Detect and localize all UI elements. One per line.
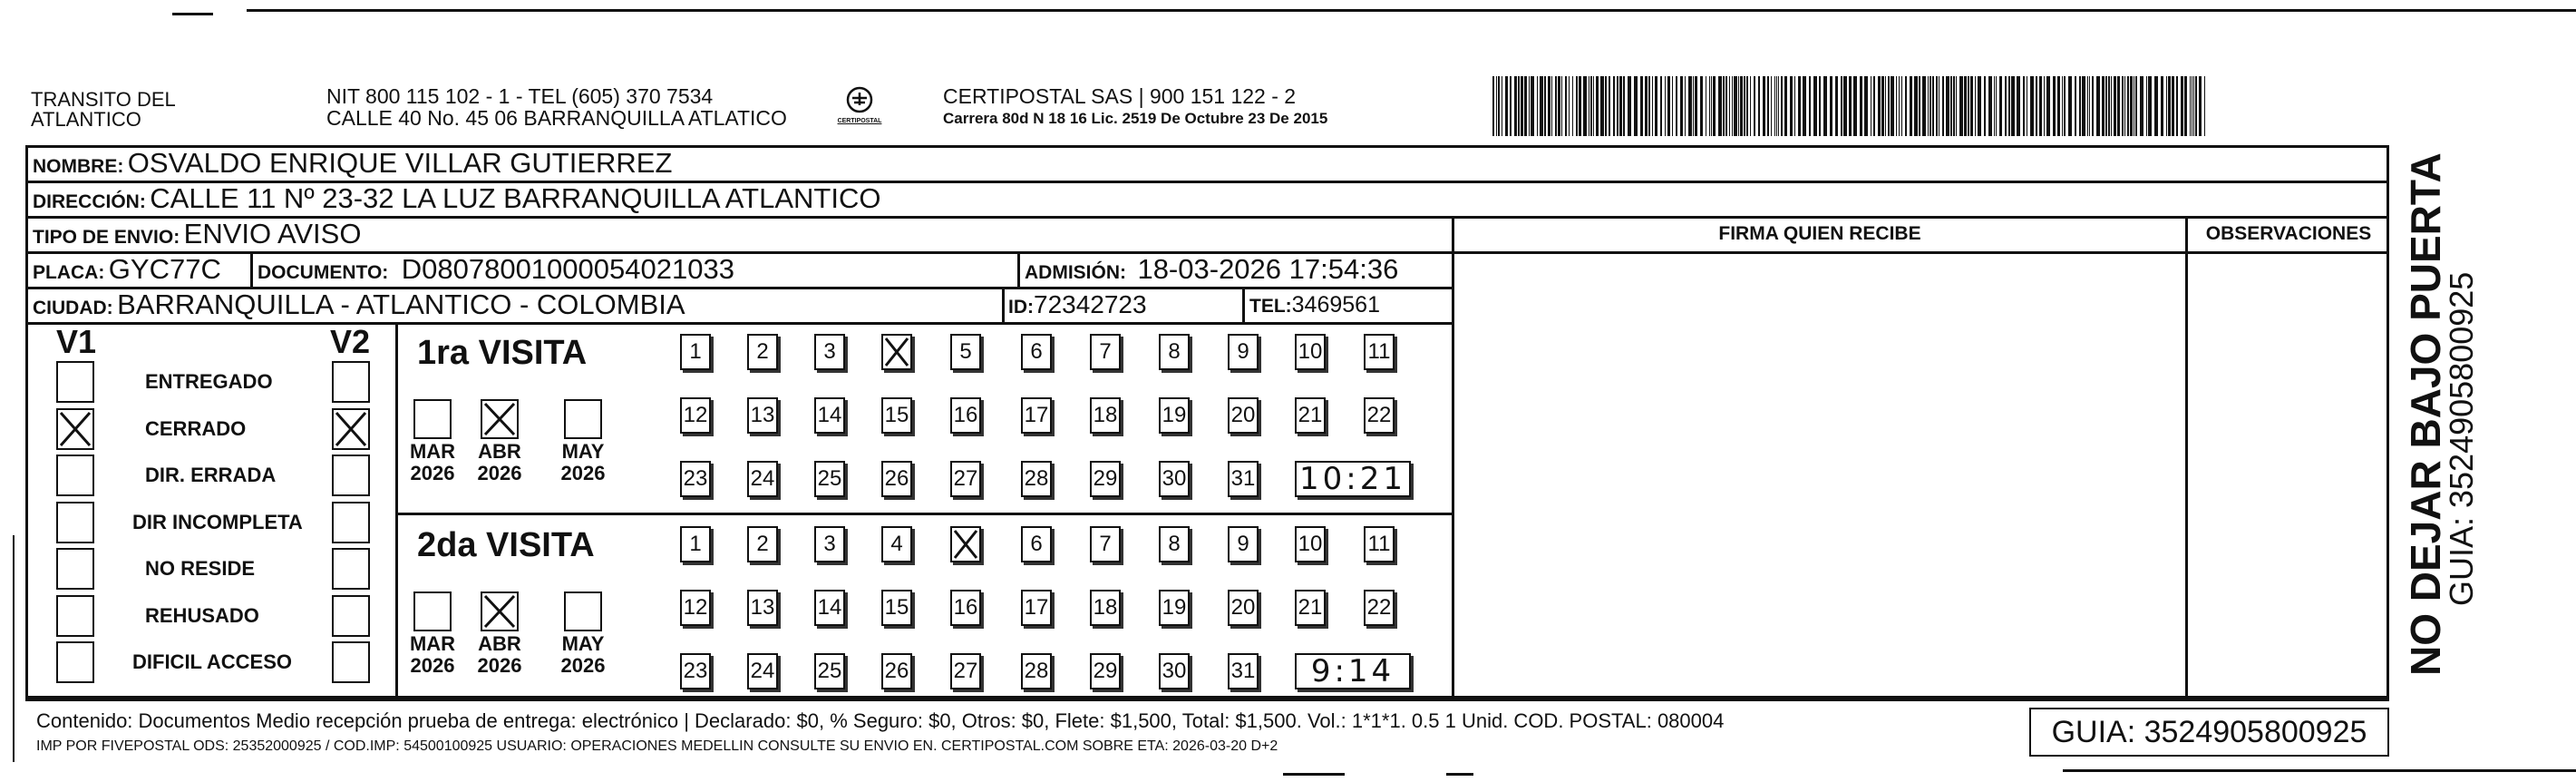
documento-label: DOCUMENTO: bbox=[258, 262, 389, 283]
day-box[interactable]: 30 bbox=[1159, 653, 1190, 689]
col-line-placa bbox=[250, 251, 253, 287]
side-warning: NO DEJAR BAJO PUERTA bbox=[2402, 152, 2449, 676]
col-line-tel bbox=[1242, 287, 1245, 322]
day-box[interactable]: 30 bbox=[1159, 461, 1190, 497]
day-box[interactable]: 3 bbox=[814, 526, 845, 562]
row-line-2 bbox=[25, 216, 2389, 219]
visit-time-box[interactable]: 9:14 bbox=[1295, 653, 1411, 689]
v1-label: V1 bbox=[56, 323, 97, 360]
placa-value: GYC77C bbox=[108, 253, 221, 285]
day-box[interactable]: 25 bbox=[814, 653, 845, 689]
month-checkbox-abr[interactable] bbox=[481, 399, 519, 439]
status-option-label: NO RESIDE bbox=[145, 557, 256, 580]
day-box[interactable]: 29 bbox=[1090, 461, 1121, 497]
day-box[interactable]: 13 bbox=[747, 397, 778, 434]
day-box[interactable]: 14 bbox=[814, 590, 845, 626]
status-option-label: DIR INCOMPLETA bbox=[132, 511, 303, 533]
month-checkbox-mar[interactable] bbox=[413, 399, 452, 439]
firma-header: FIRMA QUIEN RECIBE bbox=[1718, 223, 1921, 244]
day-box[interactable]: 4 bbox=[881, 526, 912, 562]
v1-checkbox[interactable] bbox=[56, 595, 94, 637]
direccion-row bbox=[33, 182, 880, 215]
row-line-5 bbox=[25, 322, 1453, 325]
month-label bbox=[557, 441, 609, 484]
status-option-label: ENTREGADO bbox=[145, 370, 273, 393]
day-box[interactable] bbox=[881, 334, 912, 370]
day-box[interactable]: 8 bbox=[1159, 334, 1190, 370]
scan-mark-bottom-1 bbox=[1283, 773, 1345, 776]
col-line-firma bbox=[1452, 216, 1454, 699]
scan-edge-bottom bbox=[2063, 769, 2576, 772]
day-box[interactable]: 7 bbox=[1090, 334, 1121, 370]
x-mark-icon bbox=[482, 593, 517, 630]
day-box[interactable]: 28 bbox=[1021, 461, 1052, 497]
v2-checkbox[interactable] bbox=[332, 408, 370, 450]
footer-imp: IMP POR FIVEPOSTAL ODS: 25352000925 / COD.IMP: 54500100925 USUARIO: OPERACIONES MEDELLIN CONSULTE SU ENVIO EN. CERTIPOSTAL.COM SOBRE ETA: 2026-03-20 D+2 bbox=[36, 738, 1278, 754]
day-box[interactable]: 9 bbox=[1228, 526, 1259, 562]
v1-checkbox[interactable] bbox=[56, 408, 94, 450]
documento-value: D08078001000054021033 bbox=[401, 253, 734, 285]
v2-checkbox[interactable] bbox=[332, 455, 370, 496]
month-checkbox-abr[interactable] bbox=[481, 591, 519, 631]
month-checkbox-may[interactable] bbox=[564, 591, 602, 631]
day-box[interactable]: 29 bbox=[1090, 653, 1121, 689]
day-box[interactable]: 11 bbox=[1364, 334, 1395, 370]
v1-checkbox[interactable] bbox=[56, 548, 94, 590]
month-name: MAR bbox=[409, 632, 456, 655]
day-box[interactable]: 6 bbox=[1021, 526, 1052, 562]
status-option-label: CERRADO bbox=[145, 417, 247, 440]
day-box[interactable]: 27 bbox=[950, 461, 981, 497]
visit-title: 2da VISITA bbox=[417, 526, 595, 564]
day-box[interactable]: 21 bbox=[1295, 590, 1326, 626]
day-box[interactable]: 16 bbox=[950, 397, 981, 434]
day-box[interactable]: 6 bbox=[1021, 334, 1052, 370]
day-box[interactable]: 23 bbox=[680, 653, 711, 689]
v2-checkbox[interactable] bbox=[332, 548, 370, 590]
day-box[interactable]: 2 bbox=[747, 334, 778, 370]
status-option-label: DIFICIL ACCESO bbox=[132, 650, 293, 673]
day-box[interactable]: 18 bbox=[1090, 590, 1121, 626]
day-box[interactable]: 15 bbox=[881, 397, 912, 434]
admision-label: ADMISIÓN: bbox=[1025, 262, 1126, 283]
month-year: 2026 bbox=[410, 462, 455, 484]
x-mark-icon bbox=[883, 336, 910, 368]
observaciones-header: OBSERVACIONES bbox=[2205, 223, 2372, 244]
id-cell bbox=[1008, 290, 1147, 319]
side-guia: GUIA: 3524905800925 bbox=[2443, 271, 2480, 606]
month-label bbox=[473, 633, 526, 677]
day-box[interactable]: 24 bbox=[747, 461, 778, 497]
tipo-row bbox=[33, 218, 361, 250]
day-box[interactable]: 19 bbox=[1159, 397, 1190, 434]
v1-checkbox[interactable] bbox=[56, 641, 94, 683]
col-line-obs bbox=[2185, 216, 2188, 699]
month-year: 2026 bbox=[560, 462, 606, 484]
courier-line2: Carrera 80d N 18 16 Lic. 2519 De Octubre 23 De 2015 bbox=[943, 110, 1328, 127]
day-box[interactable]: 20 bbox=[1228, 397, 1259, 434]
col-line-admision bbox=[1017, 251, 1020, 287]
footer-contenido: Contenido: Documentos Medio recepción prueba de entrega: electrónico | Declarado: $0, % Seguro: $0, Otros: $0, Flete: $1,500, Total: $1,500. Vol.: 1*1*1. 0.5 1 Unid. COD. POSTAL: 080004 bbox=[36, 709, 1725, 732]
placa-label: PLACA: bbox=[33, 262, 105, 283]
day-box[interactable]: 5 bbox=[950, 334, 981, 370]
x-mark-icon bbox=[334, 410, 368, 448]
v2-checkbox[interactable] bbox=[332, 361, 370, 403]
tel-value: 3469561 bbox=[1291, 292, 1380, 318]
day-box[interactable]: 10 bbox=[1295, 526, 1326, 562]
v1-checkbox[interactable] bbox=[56, 361, 94, 403]
day-box[interactable]: 10 bbox=[1295, 334, 1326, 370]
admision-value: 18-03-2026 17:54:36 bbox=[1137, 253, 1399, 285]
v1-checkbox[interactable] bbox=[56, 455, 94, 496]
month-label bbox=[557, 633, 609, 677]
visit-title: 1ra VISITA bbox=[417, 334, 588, 372]
scan-edge-top bbox=[247, 9, 2576, 12]
tel-label: TEL: bbox=[1249, 296, 1292, 317]
tel-cell bbox=[1249, 292, 1380, 318]
day-box[interactable]: 22 bbox=[1364, 397, 1395, 434]
nit-line2: CALLE 40 No. 45 06 BARRANQUILLA ATLATICO bbox=[326, 106, 787, 130]
day-box[interactable]: 3 bbox=[814, 334, 845, 370]
month-checkbox-may[interactable] bbox=[564, 399, 602, 439]
day-box[interactable]: 11 bbox=[1364, 526, 1395, 562]
x-mark-icon bbox=[58, 410, 92, 448]
day-box[interactable]: 25 bbox=[814, 461, 845, 497]
day-box[interactable]: 27 bbox=[950, 653, 981, 689]
month-name: ABR bbox=[478, 632, 521, 655]
day-box[interactable] bbox=[950, 526, 981, 562]
day-box[interactable]: 18 bbox=[1090, 397, 1121, 434]
admision-cell bbox=[1025, 253, 1398, 286]
month-label bbox=[473, 441, 526, 484]
day-box[interactable]: 20 bbox=[1228, 590, 1259, 626]
day-box[interactable]: 16 bbox=[950, 590, 981, 626]
day-box[interactable]: 12 bbox=[680, 397, 711, 434]
day-box[interactable]: 26 bbox=[881, 653, 912, 689]
v2-checkbox[interactable] bbox=[332, 502, 370, 543]
day-box[interactable]: 17 bbox=[1021, 397, 1052, 434]
v2-label: V2 bbox=[330, 323, 371, 360]
day-box[interactable]: 19 bbox=[1159, 590, 1190, 626]
month-year: 2026 bbox=[477, 654, 522, 677]
logo-text: CERTIPOSTAL bbox=[837, 118, 882, 124]
nit-line1: NIT 800 115 102 - 1 - TEL (605) 370 7534 bbox=[326, 84, 714, 108]
month-year: 2026 bbox=[477, 462, 522, 484]
day-box[interactable]: 9 bbox=[1228, 334, 1259, 370]
nombre-row bbox=[33, 147, 672, 180]
nombre-value: OSVALDO ENRIQUE VILLAR GUTIERREZ bbox=[127, 147, 673, 179]
v1-checkbox[interactable] bbox=[56, 502, 94, 543]
ciudad-label: CIUDAD: bbox=[33, 298, 113, 318]
day-box[interactable]: 2 bbox=[747, 526, 778, 562]
month-name: MAY bbox=[561, 440, 605, 463]
month-checkbox-mar[interactable] bbox=[413, 591, 452, 631]
direccion-label: DIRECCIÓN: bbox=[33, 191, 146, 212]
day-box[interactable]: 26 bbox=[881, 461, 912, 497]
status-option-label: REHUSADO bbox=[145, 604, 259, 627]
day-box[interactable]: 31 bbox=[1228, 653, 1259, 689]
direccion-value: CALLE 11 Nº 23-32 LA LUZ BARRANQUILLA ATLANTICO bbox=[150, 182, 881, 214]
day-box[interactable]: 14 bbox=[814, 397, 845, 434]
month-name: MAY bbox=[561, 632, 605, 655]
v2-checkbox[interactable] bbox=[332, 595, 370, 637]
day-box[interactable]: 31 bbox=[1228, 461, 1259, 497]
scan-edge-left bbox=[13, 535, 15, 762]
day-box[interactable]: 28 bbox=[1021, 653, 1052, 689]
courier-line1: CERTIPOSTAL SAS | 900 151 122 - 2 bbox=[943, 84, 1297, 108]
col-line-visits bbox=[395, 322, 398, 699]
month-label bbox=[406, 633, 459, 677]
day-box[interactable]: 23 bbox=[680, 461, 711, 497]
month-name: ABR bbox=[478, 440, 521, 463]
row-line-visit-divider bbox=[395, 513, 1453, 515]
day-box[interactable]: 1 bbox=[680, 334, 711, 370]
status-option-label: DIR. ERRADA bbox=[145, 464, 277, 486]
nombre-label: NOMBRE: bbox=[33, 156, 124, 177]
ciudad-value: BARRANQUILLA - ATLANTICO - COLOMBIA bbox=[117, 288, 685, 320]
month-name: MAR bbox=[409, 440, 456, 463]
day-box[interactable]: 17 bbox=[1021, 590, 1052, 626]
month-label bbox=[406, 441, 459, 484]
ciudad-cell bbox=[33, 288, 685, 321]
x-mark-icon bbox=[482, 401, 517, 437]
day-box[interactable]: 7 bbox=[1090, 526, 1121, 562]
id-value: 72342723 bbox=[1034, 290, 1147, 318]
barcode bbox=[1492, 76, 2209, 136]
x-mark-icon bbox=[952, 528, 979, 561]
scan-mark-top bbox=[172, 13, 213, 15]
day-box[interactable]: 12 bbox=[680, 590, 711, 626]
documento-cell bbox=[258, 253, 734, 286]
id-label: ID: bbox=[1008, 297, 1034, 318]
day-box[interactable]: 22 bbox=[1364, 590, 1395, 626]
day-box[interactable]: 1 bbox=[680, 526, 711, 562]
org-name-line1: TRANSITO DEL bbox=[31, 88, 176, 111]
scan-mark-bottom-2 bbox=[1446, 773, 1473, 776]
day-box[interactable]: 24 bbox=[747, 653, 778, 689]
day-box[interactable]: 15 bbox=[881, 590, 912, 626]
month-year: 2026 bbox=[410, 654, 455, 677]
tipo-value: ENVIO AVISO bbox=[183, 218, 362, 249]
row-line-footer bbox=[25, 699, 2389, 701]
day-box[interactable]: 21 bbox=[1295, 397, 1326, 434]
placa-cell bbox=[33, 253, 221, 286]
day-box[interactable]: 8 bbox=[1159, 526, 1190, 562]
footer-guia: GUIA: 3524905800925 bbox=[2051, 715, 2367, 749]
visit-time-box[interactable]: 10:21 bbox=[1295, 461, 1411, 497]
col-line-id bbox=[1002, 287, 1005, 322]
month-year: 2026 bbox=[560, 654, 606, 677]
certipostal-logo bbox=[832, 83, 887, 138]
tipo-label: TIPO DE ENVIO: bbox=[33, 227, 180, 248]
org-name-line2: ATLANTICO bbox=[31, 108, 141, 131]
v2-checkbox[interactable] bbox=[332, 641, 370, 683]
day-box[interactable]: 13 bbox=[747, 590, 778, 626]
